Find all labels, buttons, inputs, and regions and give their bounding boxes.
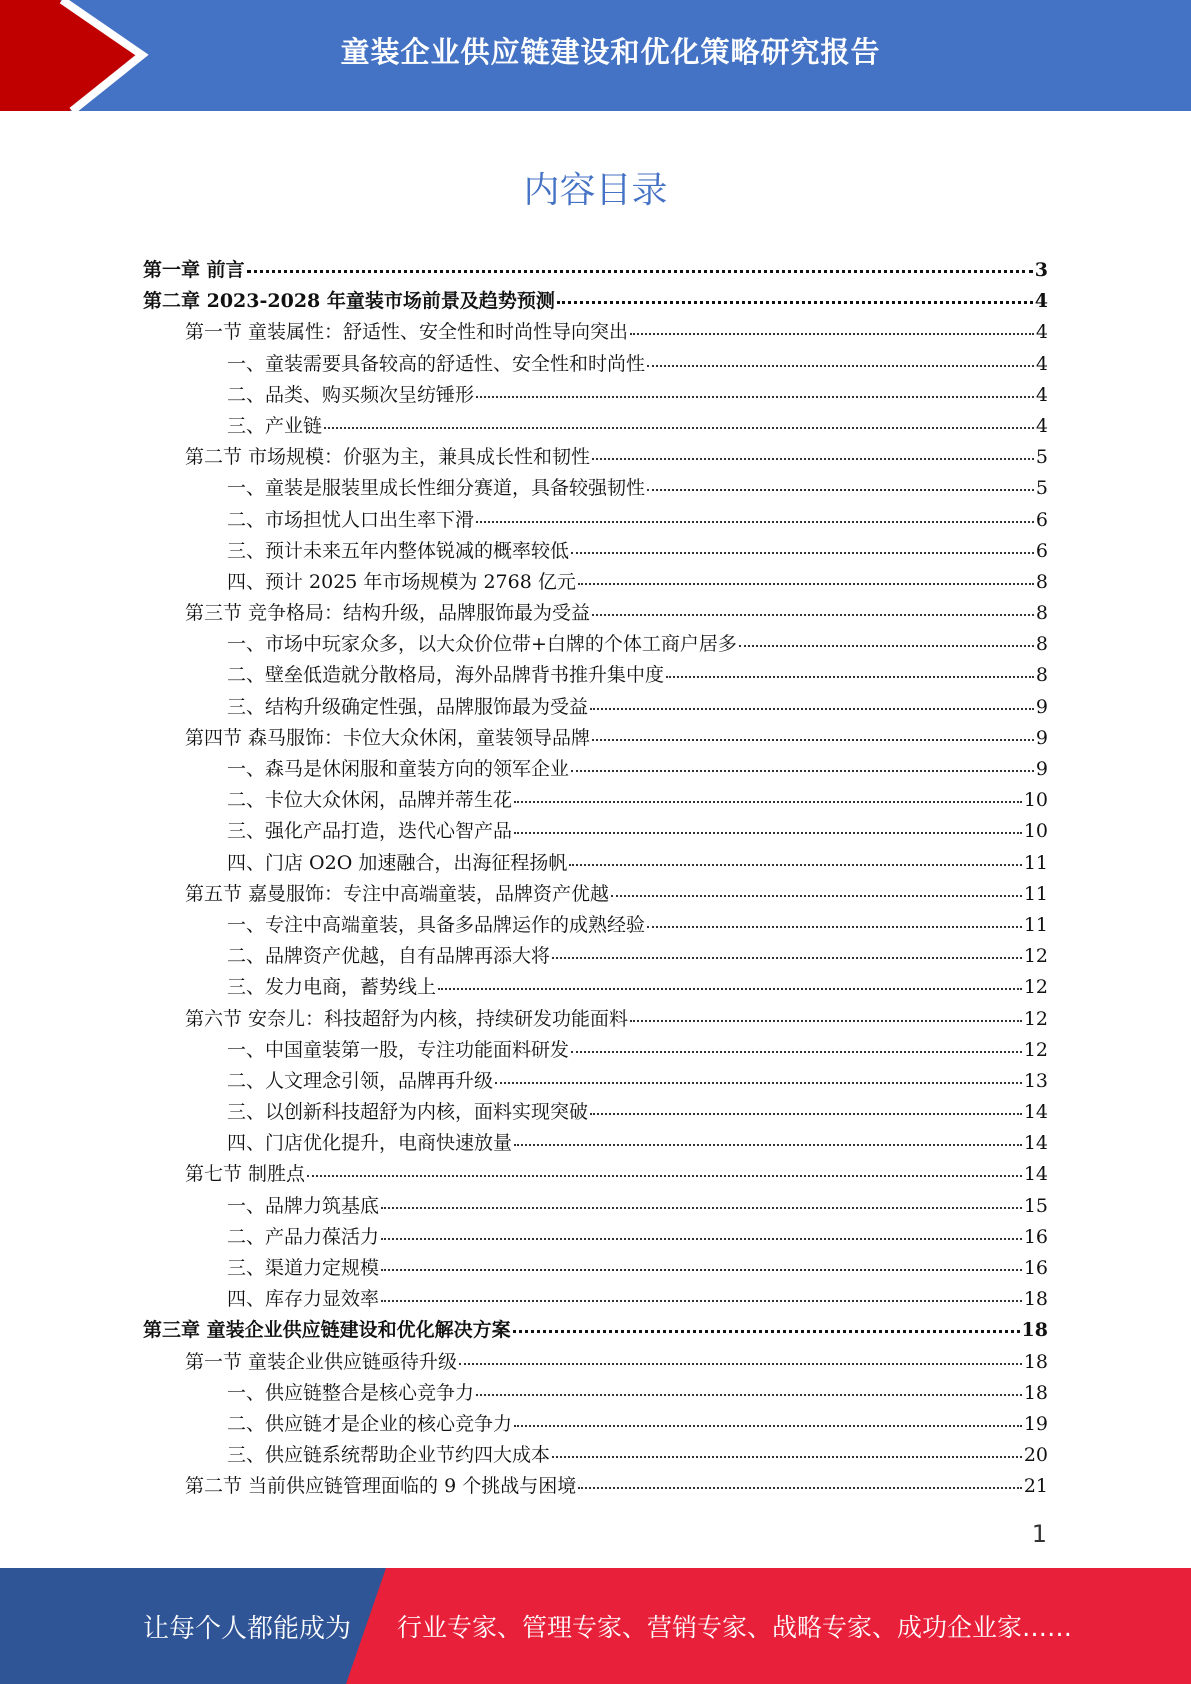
toc-heading: 内容目录 (523, 170, 668, 211)
toc-entry-page: 5 (1035, 477, 1048, 500)
toc-entry-page: 3 (1034, 259, 1048, 281)
toc-entry-label: 第一节 童装企业供应链亟待升级 (185, 1350, 458, 1373)
toc-dot-leader (630, 333, 1034, 335)
toc-entry-label: 第一节 童装属性：舒适性、安全性和时尚性导向突出 (185, 321, 629, 344)
toc-dot-leader (592, 739, 1034, 741)
toc-entry-label: 一、专注中高端童装，具备多品牌运作的成熟经验 (227, 913, 646, 936)
toc-entry-page: 19 (1023, 1412, 1048, 1435)
toc-entry-page: 4 (1035, 352, 1048, 375)
toc-chapter-entry[interactable] (143, 255, 1048, 286)
toc-section-entry[interactable] (143, 317, 1048, 348)
toc-entry-page: 16 (1023, 1225, 1048, 1248)
toc-dot-leader (647, 365, 1034, 367)
toc-entry-page: 4 (1035, 383, 1048, 406)
toc-section-entry[interactable] (143, 1004, 1048, 1035)
toc-dot-leader (647, 926, 1022, 928)
toc-entry-label: 三、发力电商，蓄势线上 (227, 976, 437, 999)
toc-entry-page: 8 (1035, 664, 1048, 687)
toc-entry-page: 18 (1023, 1350, 1048, 1373)
toc-subsection-entry[interactable] (143, 629, 1048, 660)
toc-subsection-entry[interactable] (143, 1191, 1048, 1222)
toc-subsection-entry[interactable] (143, 910, 1048, 941)
toc-entry-page: 4 (1035, 414, 1048, 437)
toc-entry-page: 4 (1035, 321, 1048, 344)
toc-entry-label: 二、产品力葆活力 (227, 1225, 380, 1248)
toc-entry-label: 二、供应链才是企业的核心竞争力 (227, 1412, 513, 1435)
toc-entry-label: 第六节 安奈儿：科技超舒为内核，持续研发功能面料 (185, 1007, 629, 1030)
toc-entry-label: 三、产业链 (227, 414, 323, 437)
toc-entry-page: 11 (1023, 882, 1048, 905)
toc-entry-label: 一、森马是休闲服和童装方向的领军企业 (227, 758, 570, 780)
toc-entry-label: 第七节 制胜点 (185, 1163, 306, 1186)
toc-entry-label: 四、库存力显效率 (227, 1288, 380, 1311)
toc-entry-label: 第三章 童装企业供应链建设和优化解决方案 (143, 1319, 511, 1342)
toc-entry-page: 14 (1023, 1101, 1048, 1124)
toc-entry-page: 11 (1023, 913, 1048, 936)
toc-section-entry[interactable] (143, 1159, 1048, 1190)
toc-subsection-entry[interactable] (143, 1409, 1048, 1440)
toc-entry-page: 4 (1034, 290, 1048, 313)
toc-entry-label: 一、市场中玩家众多，以大众价位带+白牌的个体工商户居多 (227, 633, 737, 656)
toc-subsection-entry[interactable] (143, 972, 1048, 1003)
toc-section-entry[interactable] (143, 1471, 1048, 1502)
toc-entry-label: 三、以创新科技超舒为内核，面料实现突破 (227, 1101, 589, 1124)
toc-entry-label: 第四节 森马服饰：卡位大众休闲，童装领导品牌 (185, 726, 591, 749)
toc-subsection-entry[interactable] (143, 1222, 1048, 1253)
toc-entry-page: 15 (1023, 1194, 1048, 1217)
toc-subsection-entry[interactable] (143, 536, 1048, 567)
toc-entry-label: 四、门店优化提升，电商快速放量 (227, 1132, 513, 1155)
toc-dot-leader (569, 864, 1021, 866)
toc-subsection-entry[interactable] (143, 411, 1048, 442)
toc-section-entry[interactable] (143, 598, 1048, 629)
toc-entry-page: 13 (1023, 1069, 1048, 1092)
toc-chapter-entry[interactable] (143, 286, 1048, 317)
toc-dot-leader (630, 1020, 1022, 1022)
toc-section-entry[interactable] (143, 442, 1048, 473)
toc-subsection-entry[interactable] (143, 848, 1048, 879)
toc-entry-label: 二、市场担忧人口出生率下滑 (227, 508, 475, 531)
toc-entry-page: 10 (1023, 789, 1048, 812)
toc-dot-leader (647, 489, 1034, 491)
document-title: 童装企业供应链建设和优化策略研究报告 (340, 34, 881, 69)
toc-entry-label: 第三节 竞争格局：结构升级，品牌服饰最为受益 (185, 602, 591, 625)
toc-dot-leader (513, 1330, 1020, 1333)
toc-entry-page: 8 (1035, 633, 1048, 656)
toc-dot-leader (514, 832, 1022, 834)
toc-subsection-entry[interactable] (143, 816, 1048, 847)
toc-subsection-entry[interactable] (143, 1035, 1048, 1066)
toc-dot-leader (324, 427, 1034, 429)
toc-subsection-entry[interactable] (143, 567, 1048, 598)
toc-dot-leader (592, 458, 1034, 460)
toc-dot-leader (381, 1238, 1022, 1240)
toc-entry-label: 一、童装需要具备较高的舒适性、安全性和时尚性 (227, 352, 646, 375)
page-number: 1 (1031, 1520, 1047, 1548)
toc-entry-page: 9 (1035, 726, 1048, 749)
toc-entry-page: 10 (1023, 820, 1048, 843)
toc-entry-label: 三、强化产品打造，迭代心智产品 (227, 820, 513, 843)
toc-entry-page: 6 (1035, 539, 1048, 562)
toc-dot-leader (381, 1207, 1022, 1209)
toc-dot-leader (247, 270, 1033, 273)
toc-dot-leader (557, 301, 1033, 304)
toc-entry-page: 11 (1023, 851, 1048, 874)
toc-subsection-entry[interactable] (143, 754, 1048, 785)
toc-dot-leader (739, 645, 1034, 647)
toc-entry-label: 一、中国童装第一股，专注功能面料研发 (227, 1038, 570, 1061)
toc-dot-leader (578, 583, 1034, 585)
toc-dot-leader (476, 396, 1034, 398)
toc-entry-label: 第二章 2023-2028 年童装市场前景及趋势预测 (143, 290, 555, 313)
toc-subsection-entry[interactable] (143, 473, 1048, 504)
toc-dot-leader (438, 988, 1022, 990)
toc-dot-leader (514, 801, 1022, 803)
toc-entry-label: 第五节 嘉曼服饰：专注中高端童装，品牌资产优越 (185, 882, 610, 905)
toc-section-entry[interactable] (143, 723, 1048, 754)
toc-dot-leader (590, 1113, 1022, 1115)
toc-entry-label: 二、人文理念引领，品牌再升级 (227, 1069, 494, 1092)
toc-dot-leader (571, 552, 1034, 554)
toc-dot-leader (514, 1144, 1022, 1146)
toc-subsection-entry[interactable] (143, 785, 1048, 816)
toc-dot-leader (592, 614, 1034, 616)
toc-section-entry[interactable] (143, 879, 1048, 910)
toc-dot-leader (307, 1175, 1022, 1177)
footer-band (0, 1568, 1191, 1684)
toc-subsection-entry[interactable] (143, 1128, 1048, 1159)
toc-entry-label: 二、品牌资产优越，自有品牌再添大将 (227, 945, 551, 968)
toc-entry-page: 9 (1035, 758, 1048, 780)
toc-entry-page: 12 (1023, 1007, 1048, 1030)
toc-entry-label: 二、品类、购买频次呈纺锤形 (227, 383, 475, 406)
toc-entry-page: 8 (1035, 570, 1048, 593)
toc-entry-page: 18 (1023, 1288, 1048, 1311)
toc-entry-page: 21 (1023, 1475, 1048, 1498)
toc-dot-leader (381, 1300, 1022, 1302)
toc-entry-page: 5 (1035, 446, 1048, 469)
toc-dot-leader (381, 1269, 1022, 1271)
toc-subsection-entry[interactable] (143, 692, 1048, 723)
toc-subsection-entry[interactable] (143, 380, 1048, 411)
toc-subsection-entry[interactable] (143, 1440, 1048, 1471)
toc-dot-leader (571, 770, 1034, 772)
toc-dot-leader (590, 708, 1034, 710)
toc-entry-label: 三、供应链系统帮助企业节约四大成本 (227, 1444, 551, 1467)
header-band (0, 0, 1191, 111)
toc-entry-page: 18 (1021, 1319, 1048, 1342)
toc-subsection-entry[interactable] (143, 1066, 1048, 1097)
toc-subsection-entry[interactable] (143, 1378, 1048, 1409)
toc-entry-label: 一、供应链整合是核心竞争力 (227, 1381, 475, 1404)
toc-entry-label: 四、预计 2025 年市场规模为 2768 亿元 (227, 570, 576, 593)
toc-entry-page: 12 (1023, 976, 1048, 999)
toc-dot-leader (476, 521, 1034, 523)
toc-entry-page: 14 (1023, 1163, 1048, 1186)
toc-chapter-entry[interactable] (143, 1315, 1048, 1346)
toc-entry-label: 四、门店 O2O 加速融合，出海征程扬帆 (227, 851, 568, 874)
toc-entry-label: 二、壁垒低造就分散格局，海外品牌背书推升集中度 (227, 664, 665, 687)
toc-entry-page: 18 (1023, 1381, 1048, 1404)
toc-dot-leader (552, 957, 1022, 959)
footer-slogan-right: 行业专家、管理专家、营销专家、战略专家、成功企业家…… (397, 1613, 1073, 1642)
toc-entry-label: 三、渠道力定规模 (227, 1257, 380, 1279)
toc-subsection-entry[interactable] (143, 1253, 1048, 1284)
toc-dot-leader (666, 676, 1034, 678)
toc-section-entry[interactable] (143, 1347, 1048, 1378)
toc-entry-page: 8 (1035, 602, 1048, 625)
toc-subsection-entry[interactable] (143, 349, 1048, 380)
footer-slogan-left: 让每个人都能成为 (143, 1613, 352, 1644)
toc-entry-page: 20 (1023, 1444, 1048, 1467)
toc-entry-label: 第一章 前言 (143, 259, 245, 281)
toc-dot-leader (611, 895, 1022, 897)
toc-entry-label: 第二节 当前供应链管理面临的 9 个挑战与困境 (185, 1475, 577, 1498)
toc-entry-page: 14 (1023, 1132, 1048, 1155)
toc-subsection-entry[interactable] (143, 1284, 1048, 1315)
toc-subsection-entry[interactable] (143, 1097, 1048, 1128)
toc-entry-page: 12 (1023, 945, 1048, 968)
toc-entry-page: 6 (1035, 508, 1048, 531)
toc-entry-label: 三、预计未来五年内整体锐减的概率较低 (227, 539, 570, 562)
toc-entry-label: 一、童装是服装里成长性细分赛道，具备较强韧性 (227, 477, 646, 500)
toc-subsection-entry[interactable] (143, 660, 1048, 691)
toc-dot-leader (571, 1051, 1022, 1053)
toc-dot-leader (476, 1394, 1022, 1396)
table-of-contents (143, 255, 1048, 1503)
toc-subsection-entry[interactable] (143, 941, 1048, 972)
toc-entry-label: 一、品牌力筑基底 (227, 1194, 380, 1217)
toc-entry-label: 三、结构升级确定性强，品牌服饰最为受益 (227, 695, 589, 718)
toc-entry-page: 16 (1023, 1257, 1048, 1279)
toc-dot-leader (578, 1487, 1022, 1489)
toc-dot-leader (459, 1363, 1022, 1365)
toc-entry-label: 第二节 市场规模：价驱为主，兼具成长性和韧性 (185, 446, 591, 469)
toc-dot-leader (552, 1456, 1022, 1458)
toc-entry-page: 12 (1023, 1038, 1048, 1061)
toc-dot-leader (514, 1425, 1022, 1427)
toc-subsection-entry[interactable] (143, 505, 1048, 536)
toc-dot-leader (495, 1082, 1022, 1084)
toc-entry-label: 二、卡位大众休闲，品牌并蒂生花 (227, 789, 513, 812)
toc-entry-page: 9 (1035, 695, 1048, 718)
